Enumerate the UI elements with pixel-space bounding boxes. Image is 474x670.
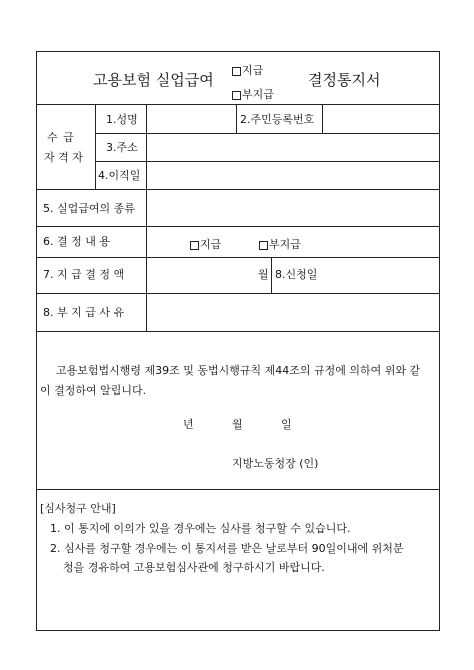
decision-option-pay-label: 지급 [200, 238, 222, 251]
title-option-pay [232, 62, 263, 78]
label-claim-date: 8.신청일 [275, 268, 318, 281]
rule-notice [36, 489, 440, 490]
vrule-amount [271, 257, 272, 293]
label-month: 월 [258, 268, 269, 281]
checkbox-icon [232, 67, 241, 76]
notice-item-2a: 2. 심사를 청구할 경우에는 이 통지서를 받은 날로부터 90일이내에 위처분 [50, 542, 404, 555]
title-option-nopay [232, 86, 274, 102]
vrule-name [236, 104, 237, 133]
body-line-1: 고용보험법시행령 제39조 및 동법시행규칙 제44조의 규정에 의하여 위와 같 [56, 364, 421, 377]
label-reason: 8. 부 지 급 사 유 [43, 306, 125, 319]
rule-row-6 [36, 293, 440, 294]
rule-row-4 [36, 226, 440, 227]
rule-row-5 [36, 257, 440, 258]
recipient-label-top: 수 급 [47, 131, 75, 144]
label-address: 3.주소 [106, 141, 138, 154]
label-amount: 7. 지 급 결 정 액 [43, 268, 125, 281]
label-leave-date: 4.이직일 [98, 169, 141, 182]
checkbox-icon [232, 91, 241, 100]
signer: 지방노동청장 (인) [232, 457, 319, 470]
body-line-2: 이 결정하여 알립니다. [40, 384, 147, 397]
checkbox-icon [259, 241, 268, 250]
date-day: 일 [281, 418, 292, 431]
notice-heading: [심사청구 안내] [40, 502, 116, 515]
label-benefit-type: 5. 실업급여의 종류 [43, 202, 135, 215]
notice-item-1: 1. 이 통지에 이의가 있을 경우에는 심사를 청구할 수 있습니다. [50, 522, 351, 535]
vrule-recipient [95, 104, 96, 189]
notice-item-2b: 청을 경유하여 고용보험심사관에 청구하시기 바랍니다. [63, 561, 325, 574]
rule-row-7 [36, 331, 440, 332]
title-right: 결정통지서 [308, 71, 381, 89]
title-left: 고용보험 실업급여 [93, 71, 214, 89]
title-option-pay-label: 지급 [242, 64, 264, 77]
label-decision: 6. 결 정 내 용 [43, 235, 110, 248]
vrule-rrn [322, 104, 323, 133]
date-month: 월 [232, 418, 243, 431]
decision-option-pay [190, 236, 221, 252]
decision-option-nopay-label: 부지급 [269, 238, 301, 251]
rule-row-3 [36, 189, 440, 190]
recipient-label-bottom: 자 격 자 [44, 151, 83, 164]
label-name: 1.성명 [106, 113, 138, 126]
date-year: 년 [183, 418, 194, 431]
rule-under-title [36, 104, 440, 105]
vrule-labels [146, 104, 147, 331]
label-rrn: 2.주민등록번호 [240, 113, 315, 126]
decision-option-nopay [259, 236, 301, 252]
checkbox-icon [190, 241, 199, 250]
title-option-nopay-label: 부지급 [242, 88, 274, 101]
